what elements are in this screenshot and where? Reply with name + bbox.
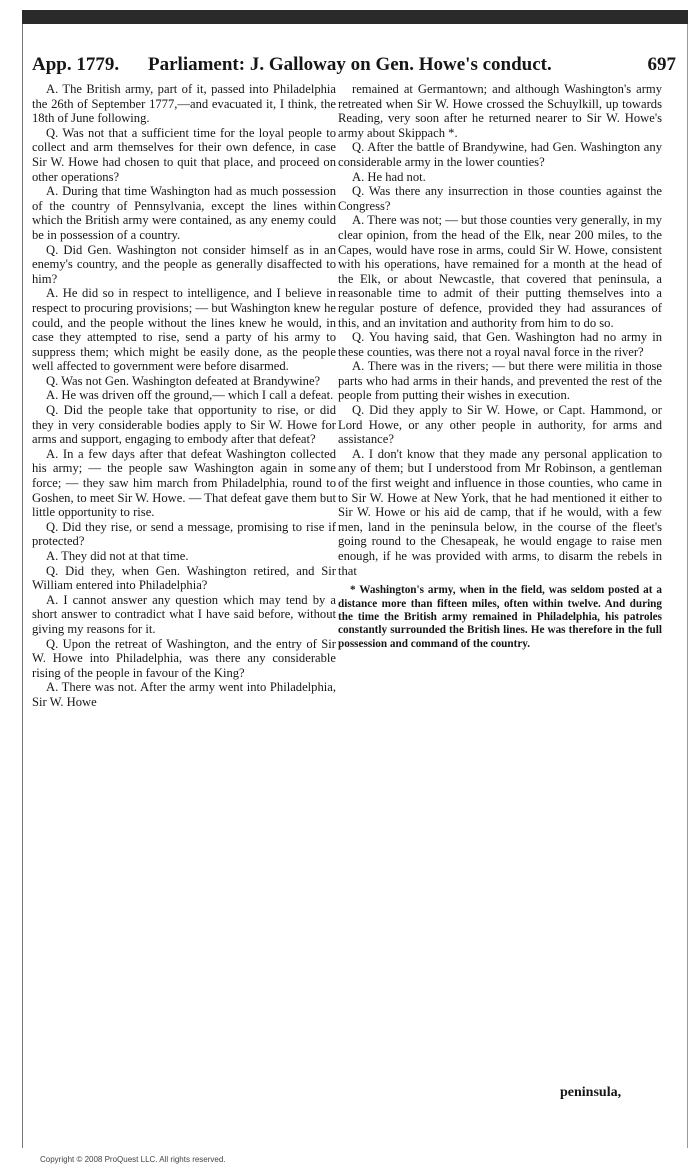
paragraph: A. There was in the rivers; — but there were militia in those parts who had arms in their hands, and prevented the rest of the people from putting their wishes in execution. [338, 359, 662, 403]
paragraph: Q. Upon the retreat of Washington, and the entry of Sir W. Howe into Philadelphia, was there any considerable rising of the people in favour of the King? [32, 636, 336, 680]
paragraph: remained at Germantown; and although Washington's army retreated when Sir W. Howe crossed the Schuylkill, up towards Reading, very soon after he returned nearer to Sir W. Howe's army about Skippach *. [338, 82, 662, 140]
catchword: peninsula, [560, 1085, 622, 1100]
right-column [338, 82, 662, 1112]
paragraph: A. There was not. After the army went into Philadelphia, Sir W. Howe [32, 680, 336, 709]
paragraph: Q. Was there any insurrection in those counties against the Congress? [338, 184, 662, 213]
paragraph: Q. You having said, that Gen. Washington had no army in these counties, was there not a royal naval force in the river? [338, 330, 662, 359]
copyright-notice: Copyright © 2008 ProQuest LLC. All rights reserved. [40, 1155, 226, 1164]
paragraph: A. During that time Washington had as much possession of the country of Pennsylvania, except the lines within which the British army were contained, as any enemy could be in possession of a country. [32, 184, 336, 242]
running-head-title: Parliament: J. Galloway on Gen. Howe's conduct. [148, 54, 552, 75]
paragraph: Q. Was not Gen. Washington defeated at Brandywine? [46, 373, 321, 388]
paragraph: A. I cannot answer any question which may tend by a short answer to contradict what I have said before, without giving my reasons for it. [32, 592, 336, 636]
paragraph: A. In a few days after that defeat Washington collected his army; — the people saw Washington again in some force; — they saw him march from Philadelphia, round to Goshen, to meet Sir W. Howe. — That defeat gave them but little opportunity to rise. [32, 446, 336, 520]
scan-left-edge [22, 24, 23, 1148]
paragraph: A. The British army, part of it, passed into Philadelphia the 26th of September 1777,—and evacuated it, I think, the 18th of June following. [32, 82, 336, 126]
paragraph: Q. Did they, when Gen. Washington retired, and Sir William entered into Philadelphia? [32, 563, 336, 593]
running-head-date: App. 1779. [32, 54, 120, 75]
paragraph: A. He had not. [352, 169, 426, 184]
paragraph: Q. After the battle of Brandywine, had Gen. Washington any considerable army in the lower counties? [338, 140, 662, 169]
running-head [30, 54, 676, 82]
paragraph: Q. Did Gen. Washington not consider himself as in an enemy's country, and the people as generally disaffected to him? [32, 242, 336, 286]
paragraph: A. He did so in respect to intelligence, and I believe in respect to procuring provisions; — but Washington knew he could, and the people without the lines knew he would, in case they attempted to rise, send a party of his army to suppress them; which might be easily done, as the people well affected to government were before disarmed. [32, 286, 336, 374]
paragraph: A. I don't know that they made any personal application to any of them; but I understood from Mr Robinson, a gentleman of the first weight and influence in those counties, who came in to Sir W. Howe at New York, that he had mentioned it either to Sir W. Howe or his aid de camp, that if he would, with a few men, land in the peninsula below, in the course of the fleet's going round to the Chesapeak, he would engage to raise men enough, if he was provided with arms, to disarm the rebels in that [338, 446, 662, 578]
paragraph: Q. Did they apply to Sir W. Howe, or Capt. Hammond, or Lord Howe, or any other people in authority, for arms and assistance? [338, 403, 662, 447]
paragraph: A. He was driven off the ground,— which I call a defeat. [46, 388, 334, 403]
footnote-text: * Washington's army, when in the field, was seldom posted at a distance more than fifteen miles, often within twelve. And during the time the British army remained in Philadelphia, his patroles constantly surrounded the British lines. He was therefore in the full possession and command of the country. [338, 584, 662, 650]
paragraph: Q. Was not that a sufficient time for the loyal people to collect and arm themselves for their own defence, in case Sir W. Howe had chosen to quit that place, and proceed on other operations? [32, 125, 336, 184]
left-column [32, 82, 336, 1112]
paragraph: A. There was not; — but those counties very generally, in my clear opinion, from the head of the Elk, near 200 miles, to the Capes, would have rose in arms, could Sir W. Howe, consistent with his operations, have remained for a month at the head of the Elk, or about Newcastle, that covered that peninsula, a reasonable time to admit of their putting themselves into a regular posture of defence, provided they had assurances of this, and an invitation and authority from him to do so. [338, 213, 662, 330]
paragraph: A. They did not at that time. [46, 549, 189, 563]
scan-top-border [22, 10, 688, 24]
page-number: 697 [647, 54, 676, 75]
paragraph: Q. Did they rise, or send a message, promising to rise if protected? [32, 519, 336, 549]
scan-right-edge [687, 24, 688, 1148]
footnote [338, 584, 662, 651]
paragraph: Q. Did the people take that opportunity to rise, or did they in very considerable bodies apply to Sir W. Howe for arms and support, engaging to embody after that defeat? [32, 403, 336, 447]
